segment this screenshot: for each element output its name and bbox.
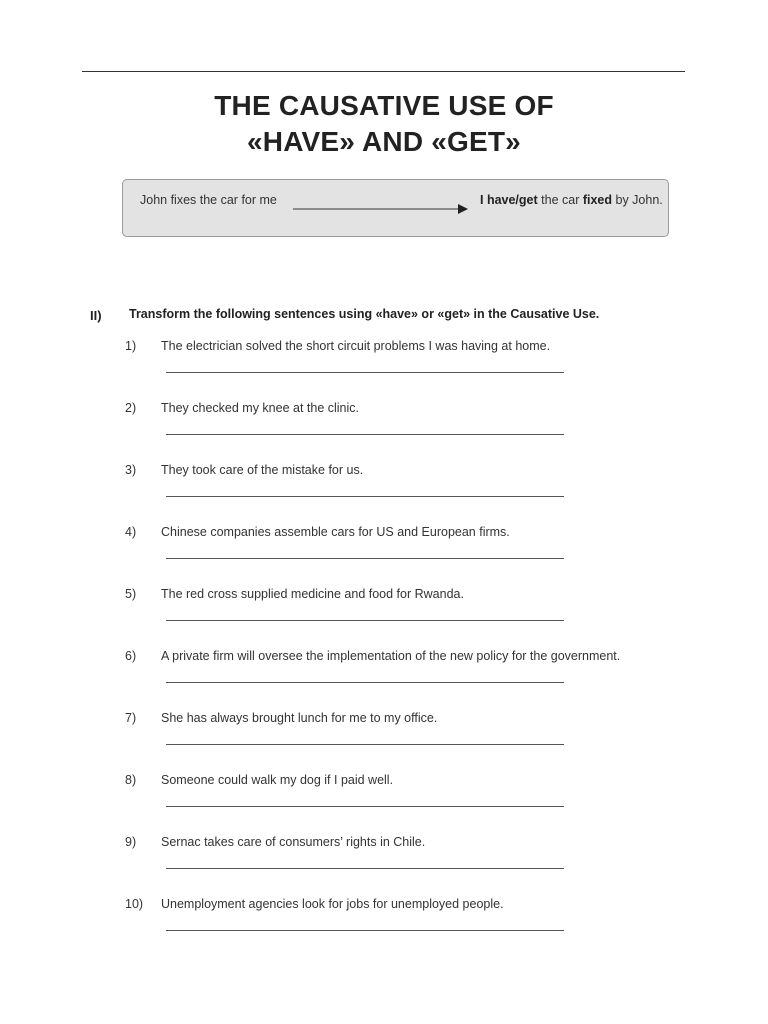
answer-line[interactable]	[166, 806, 564, 807]
item-sentence: Chinese companies assemble cars for US and European firms.	[161, 525, 510, 539]
answer-line[interactable]	[166, 372, 564, 373]
top-divider	[82, 71, 685, 72]
answer-line[interactable]	[166, 682, 564, 683]
item-sentence: The electrician solved the short circuit problems I was having at home.	[161, 339, 551, 353]
item-sentence: Unemployment agencies look for jobs for unemployed people.	[161, 897, 504, 911]
exercise-item	[0, 401, 768, 463]
answer-line[interactable]	[166, 930, 564, 931]
item-sentence: Someone could walk my dog if I paid well.	[161, 773, 394, 787]
example-active-sentence: John fixes the car for me	[140, 193, 277, 207]
item-number: 6)	[125, 649, 137, 663]
item-sentence: A private firm will oversee the implementation of the new policy for the government.	[161, 649, 621, 663]
answer-line[interactable]	[166, 744, 564, 745]
answer-line[interactable]	[166, 620, 564, 621]
answer-line[interactable]	[166, 558, 564, 559]
example-causative-object: the car	[537, 193, 583, 207]
example-causative-subject: I have/get	[480, 193, 538, 207]
item-number: 7)	[125, 711, 137, 725]
answer-line[interactable]	[166, 496, 564, 497]
right-arrow-icon	[293, 202, 468, 216]
exercise-item	[0, 835, 768, 897]
answer-line[interactable]	[166, 868, 564, 869]
item-number: 4)	[125, 525, 137, 539]
exercise-item	[0, 897, 768, 959]
item-sentence: They checked my knee at the clinic.	[161, 401, 360, 415]
exercise-item	[0, 525, 768, 587]
title-line-2: «HAVE» AND «GET»	[247, 126, 521, 157]
item-number: 2)	[125, 401, 137, 415]
item-sentence: She has always brought lunch for me to my office.	[161, 711, 438, 725]
item-number: 9)	[125, 835, 137, 849]
item-sentence: They took care of the mistake for us.	[161, 463, 364, 477]
item-number: 3)	[125, 463, 137, 477]
example-causative-agent: by John.	[612, 193, 663, 207]
item-number: 5)	[125, 587, 137, 601]
item-number: 10)	[125, 897, 144, 911]
title-line-1: THE CAUSATIVE USE OF	[214, 90, 554, 121]
exercise-item	[0, 649, 768, 711]
section-number: II)	[90, 308, 102, 323]
exercise-item	[0, 463, 768, 525]
page-title	[0, 88, 768, 160]
section-instruction: Transform the following sentences using «have» or «get» in the Causative Use.	[129, 307, 600, 321]
exercise-item	[0, 773, 768, 835]
item-number: 8)	[125, 773, 137, 787]
example-causative-sentence	[480, 193, 663, 207]
example-box	[122, 179, 669, 237]
exercise-item	[0, 711, 768, 773]
item-sentence: Sernac takes care of consumers’ rights in Chile.	[161, 835, 426, 849]
answer-line[interactable]	[166, 434, 564, 435]
item-number: 1)	[125, 339, 137, 353]
item-sentence: The red cross supplied medicine and food for Rwanda.	[161, 587, 464, 601]
exercise-item	[0, 587, 768, 649]
example-causative-participle: fixed	[582, 193, 613, 207]
exercise-item	[0, 339, 768, 401]
